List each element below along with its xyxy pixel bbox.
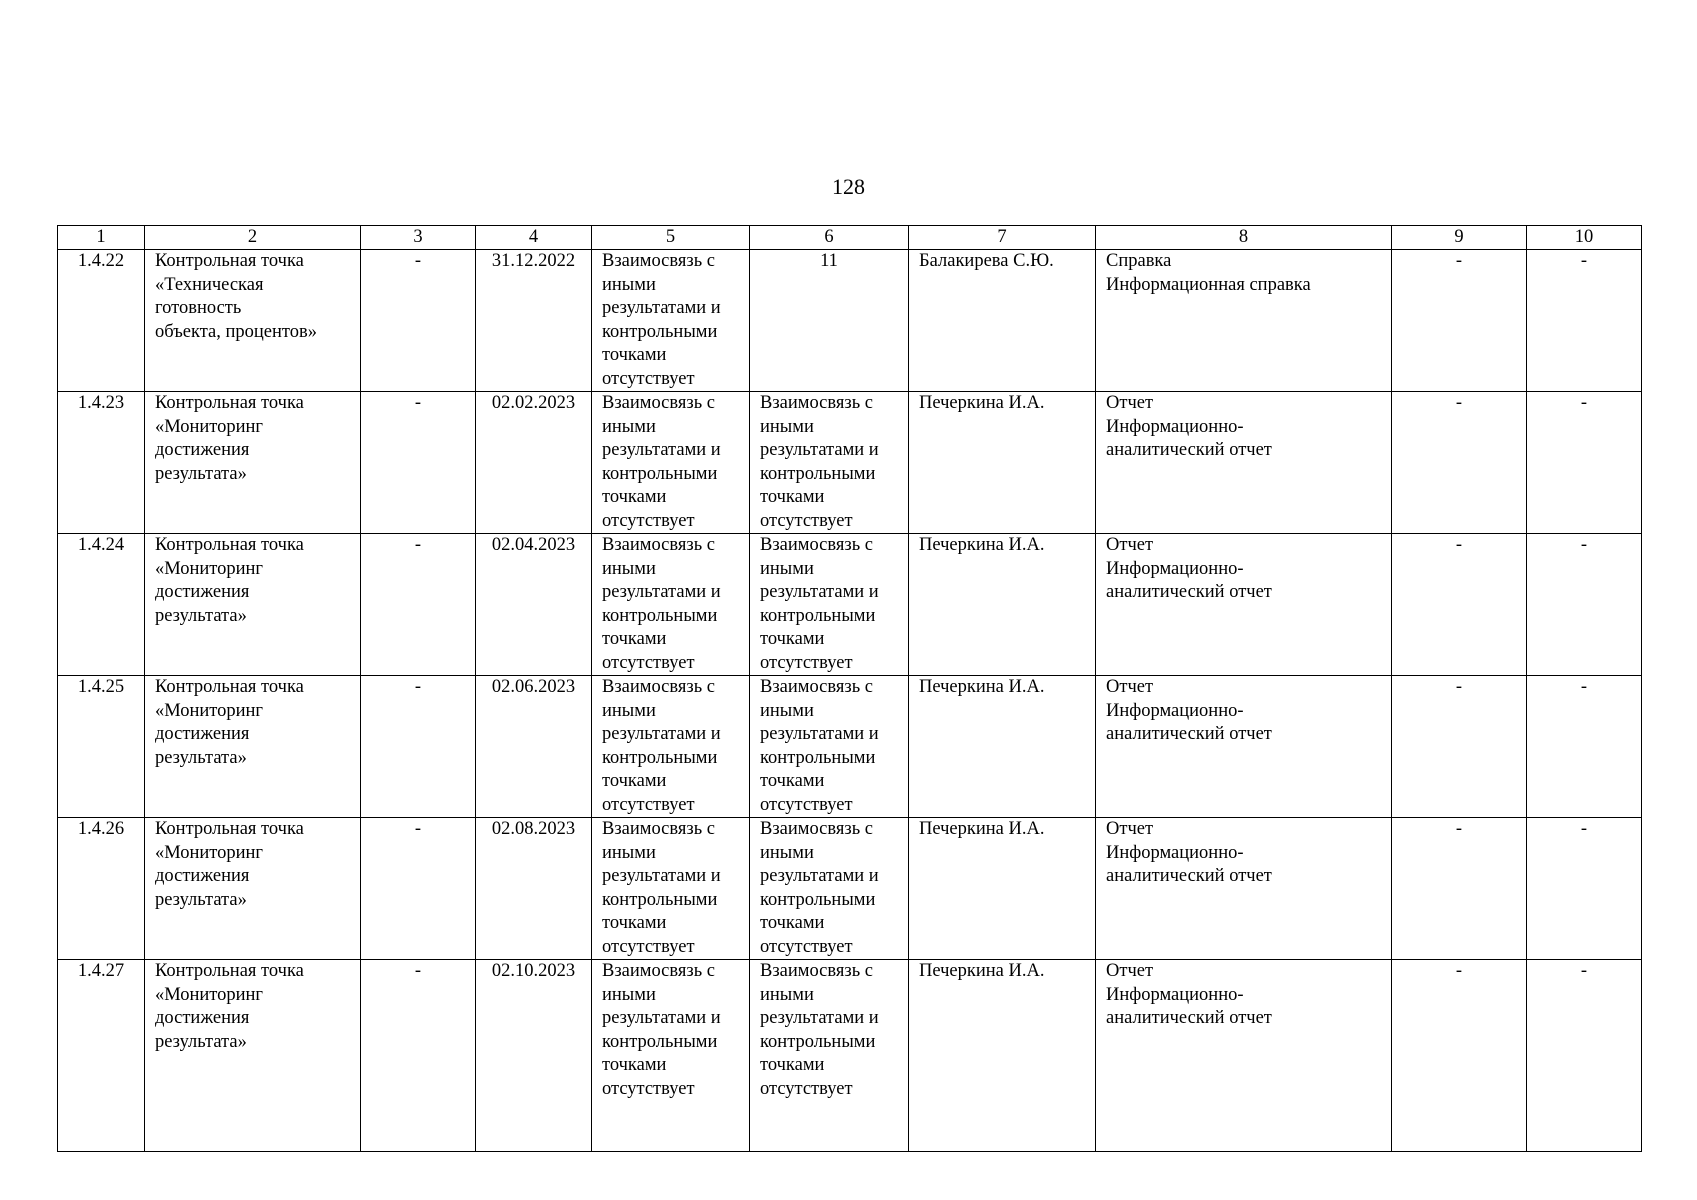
cell-line: «Мониторинг [155, 416, 264, 437]
cell-line: отсутствует [602, 652, 695, 673]
cell-line: контрольными [602, 321, 718, 342]
cell-line: достижения [155, 724, 250, 744]
table-row [58, 534, 1642, 676]
cell-line: Информационная справка [1106, 274, 1311, 295]
document-type-cell [1096, 534, 1392, 676]
relation-cell [592, 960, 750, 1152]
cell-line: контрольными [760, 1031, 876, 1052]
cell-line: иными [602, 984, 656, 1005]
cell-line: Отчет [1106, 677, 1154, 697]
cell-line: контрольными [602, 605, 718, 626]
relation-cell [592, 818, 750, 960]
cell-line: объекта, процентов» [155, 321, 317, 342]
row-number-cell: 1.4.24 [58, 534, 145, 676]
col9-cell: - [1392, 534, 1527, 676]
header-cell: 7 [909, 226, 1096, 250]
document-type-cell [1096, 960, 1392, 1152]
header-cell: 10 [1527, 226, 1642, 250]
cell-line: отсутствует [760, 936, 853, 957]
cell-line: Контрольная точка [155, 535, 304, 555]
table-row [58, 818, 1642, 960]
date-cell: 02.06.2023 [476, 676, 592, 818]
cell-line: отсутствует [760, 652, 853, 673]
cell-line: отсутствует [602, 794, 695, 815]
cell-line: Взаимосвязь с [760, 819, 873, 839]
cell-line: «Мониторинг [155, 558, 264, 579]
cell-line: отсутствует [602, 368, 695, 389]
cell-line: отсутствует [602, 510, 695, 531]
cell-line: Взаимосвязь с [760, 393, 873, 413]
cell-line: точками [602, 487, 667, 507]
cell-line: «Техническая [155, 274, 264, 295]
col10-cell: - [1527, 250, 1642, 392]
col3-cell: - [361, 818, 476, 960]
cell-line: контрольными [602, 889, 718, 910]
cell-line: точками [602, 913, 667, 933]
cell-line: результатами и [602, 866, 721, 886]
table-row [58, 250, 1642, 392]
cell-line: достижения [155, 866, 250, 886]
cell-line: иными [602, 700, 656, 721]
cell-line: достижения [155, 1008, 250, 1028]
cell-line: результатами и [602, 298, 721, 318]
cell-line: точками [602, 1055, 667, 1075]
cell-line: «Мониторинг [155, 842, 264, 863]
cell-line: контрольными [602, 747, 718, 768]
document-type-cell [1096, 250, 1392, 392]
cell-line: Отчет [1106, 535, 1154, 555]
cell-line: достижения [155, 440, 250, 460]
cell-line: Информационно- [1106, 984, 1244, 1005]
cell-line: Контрольная точка [155, 961, 304, 981]
cell-line: аналитический отчет [1106, 866, 1272, 886]
header-cell: 6 [750, 226, 909, 250]
cell-line: точками [760, 487, 825, 507]
relation-cell [592, 250, 750, 392]
col10-cell: - [1527, 676, 1642, 818]
cell-line: точками [602, 345, 667, 365]
cell-line: результатами и [760, 724, 879, 744]
cell-line: Взаимосвязь с [760, 677, 873, 697]
cell-line: аналитический отчет [1106, 1008, 1272, 1028]
cell-line: точками [760, 629, 825, 649]
cell-line: Информационно- [1106, 558, 1244, 579]
col6-cell [750, 534, 909, 676]
cell-line: результата» [155, 1031, 247, 1052]
col6-cell [750, 392, 909, 534]
responsible-person-cell: Печеркина И.А. [909, 392, 1096, 534]
col6-cell [750, 250, 909, 392]
cell-line: иными [760, 700, 814, 721]
cell-line: точками [602, 771, 667, 791]
col10-cell: - [1527, 818, 1642, 960]
document-type-cell [1096, 818, 1392, 960]
cell-line: иными [602, 558, 656, 579]
cell-line: Отчет [1106, 819, 1154, 839]
col10-cell: - [1527, 534, 1642, 676]
col9-cell: - [1392, 818, 1527, 960]
col3-cell: - [361, 392, 476, 534]
cell-line: 11 [820, 251, 838, 271]
cell-line: результатами и [760, 440, 879, 460]
cell-line: контрольными [602, 1031, 718, 1052]
cell-line: Контрольная точка [155, 393, 304, 413]
date-cell: 31.12.2022 [476, 250, 592, 392]
cell-line: отсутствует [602, 1078, 695, 1099]
cell-line: результатами и [760, 866, 879, 886]
document-type-cell [1096, 676, 1392, 818]
cell-line: Справка [1106, 251, 1172, 271]
cell-line: Контрольная точка [155, 251, 304, 271]
row-number-cell: 1.4.23 [58, 392, 145, 534]
relation-cell [592, 534, 750, 676]
col9-cell: - [1392, 960, 1527, 1152]
header-cell: 4 [476, 226, 592, 250]
cell-line: Информационно- [1106, 700, 1244, 721]
table-row [58, 676, 1642, 818]
page-number: 128 [832, 174, 865, 199]
cell-line: результатами и [602, 1008, 721, 1028]
cell-line: результатами и [602, 440, 721, 460]
cell-line: Контрольная точка [155, 677, 304, 697]
control-point-name-cell [145, 960, 361, 1152]
control-point-name-cell [145, 818, 361, 960]
table-row [58, 392, 1642, 534]
cell-line: Взаимосвязь с [602, 961, 715, 981]
cell-line: контрольными [760, 605, 876, 626]
col3-cell: - [361, 960, 476, 1152]
row-number-cell: 1.4.25 [58, 676, 145, 818]
cell-line: Взаимосвязь с [602, 535, 715, 555]
cell-line: Взаимосвязь с [760, 535, 873, 555]
cell-line: результата» [155, 463, 247, 484]
date-cell: 02.10.2023 [476, 960, 592, 1152]
cell-line: «Мониторинг [155, 984, 264, 1005]
cell-line: Отчет [1106, 961, 1154, 981]
cell-line: результата» [155, 747, 247, 768]
cell-line: готовность [155, 298, 242, 318]
cell-line: иными [602, 416, 656, 437]
cell-line: Информационно- [1106, 842, 1244, 863]
cell-line: Отчет [1106, 393, 1154, 413]
document-type-cell [1096, 392, 1392, 534]
cell-line: Информационно- [1106, 416, 1244, 437]
date-cell: 02.04.2023 [476, 534, 592, 676]
cell-line: Взаимосвязь с [602, 677, 715, 697]
cell-line: контрольными [602, 463, 718, 484]
cell-line: результата» [155, 605, 247, 626]
header-cell: 1 [58, 226, 145, 250]
control-point-name-cell [145, 250, 361, 392]
cell-line: иными [602, 274, 656, 295]
cell-line: достижения [155, 582, 250, 602]
table-header-row [58, 226, 1642, 250]
responsible-person-cell: Печеркина И.А. [909, 960, 1096, 1152]
cell-line: иными [760, 416, 814, 437]
cell-line: результатами и [602, 582, 721, 602]
relation-cell [592, 392, 750, 534]
cell-line: иными [760, 558, 814, 579]
cell-line: контрольными [760, 463, 876, 484]
cell-line: Взаимосвязь с [602, 819, 715, 839]
cell-line: аналитический отчет [1106, 724, 1272, 744]
cell-line: «Мониторинг [155, 700, 264, 721]
header-cell: 8 [1096, 226, 1392, 250]
row-number-cell: 1.4.26 [58, 818, 145, 960]
cell-line: точками [760, 771, 825, 791]
date-cell: 02.08.2023 [476, 818, 592, 960]
cell-line: отсутствует [602, 936, 695, 957]
col9-cell: - [1392, 392, 1527, 534]
header-cell: 3 [361, 226, 476, 250]
responsible-person-cell: Балакирева С.Ю. [909, 250, 1096, 392]
col9-cell: - [1392, 676, 1527, 818]
col3-cell: - [361, 676, 476, 818]
col10-cell: - [1527, 960, 1642, 1152]
header-cell: 2 [145, 226, 361, 250]
cell-line: Взаимосвязь с [602, 251, 715, 271]
control-point-name-cell [145, 676, 361, 818]
row-number-cell: 1.4.22 [58, 250, 145, 392]
col3-cell: - [361, 534, 476, 676]
relation-cell [592, 676, 750, 818]
cell-line: иными [760, 984, 814, 1005]
col6-cell [750, 960, 909, 1152]
cell-line: точками [760, 913, 825, 933]
cell-line: Взаимосвязь с [602, 393, 715, 413]
table-row [58, 960, 1642, 1152]
row-number-cell: 1.4.27 [58, 960, 145, 1152]
header-cell: 5 [592, 226, 750, 250]
cell-line: результатами и [602, 724, 721, 744]
date-cell: 02.02.2023 [476, 392, 592, 534]
cell-line: отсутствует [760, 1078, 853, 1099]
control-points-table [57, 225, 1642, 1152]
cell-line: иными [602, 842, 656, 863]
cell-line: контрольными [760, 747, 876, 768]
responsible-person-cell: Печеркина И.А. [909, 676, 1096, 818]
control-point-name-cell [145, 534, 361, 676]
cell-line: иными [760, 842, 814, 863]
col6-cell [750, 818, 909, 960]
cell-line: результатами и [760, 582, 879, 602]
header-cell: 9 [1392, 226, 1527, 250]
cell-line: результатами и [760, 1008, 879, 1028]
col3-cell: - [361, 250, 476, 392]
cell-line: точками [602, 629, 667, 649]
responsible-person-cell: Печеркина И.А. [909, 534, 1096, 676]
cell-line: аналитический отчет [1106, 582, 1272, 602]
cell-line: точками [760, 1055, 825, 1075]
cell-line: результата» [155, 889, 247, 910]
cell-line: отсутствует [760, 794, 853, 815]
cell-line: отсутствует [760, 510, 853, 531]
control-point-name-cell [145, 392, 361, 534]
cell-line: контрольными [760, 889, 876, 910]
cell-line: Контрольная точка [155, 819, 304, 839]
cell-line: аналитический отчет [1106, 440, 1272, 460]
col9-cell: - [1392, 250, 1527, 392]
responsible-person-cell: Печеркина И.А. [909, 818, 1096, 960]
col10-cell: - [1527, 392, 1642, 534]
cell-line: Взаимосвязь с [760, 961, 873, 981]
col6-cell [750, 676, 909, 818]
